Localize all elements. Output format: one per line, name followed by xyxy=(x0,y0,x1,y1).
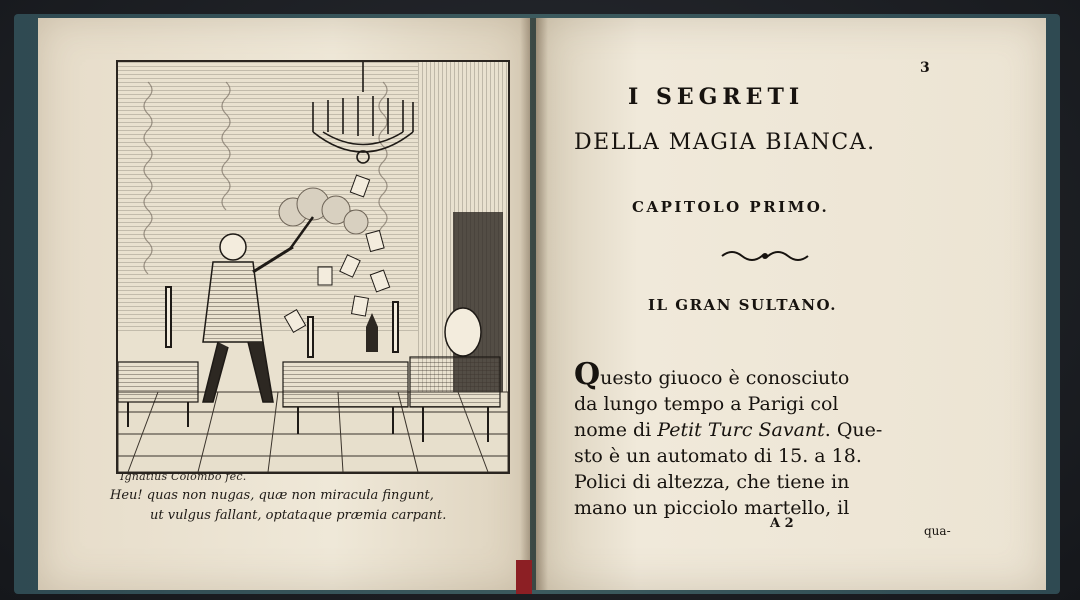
oval-card-board xyxy=(445,308,481,356)
body-line-1 xyxy=(574,357,964,392)
body-line-4: sto è un automato di 15. a 18. xyxy=(574,445,862,467)
page-number: 3 xyxy=(920,60,930,76)
engraving-illustration xyxy=(116,60,510,474)
section-heading: IL GRAN SULTANO. xyxy=(648,296,837,314)
engraving-drawing xyxy=(118,62,508,472)
chapter-heading: CAPITOLO PRIMO. xyxy=(632,198,830,216)
body-line-3-start: nome di xyxy=(574,419,658,441)
body-text xyxy=(574,357,964,521)
signature-mark: A 2 xyxy=(770,516,794,531)
body-line-1-text: uesto giuoco è conosciuto xyxy=(600,367,850,389)
latin-caption-line-1: Heu! quas non nugas, quæ non miracula fingunt, xyxy=(110,488,434,503)
body-line-2: da lungo tempo a Parigi col xyxy=(574,393,839,415)
ornament-divider-icon xyxy=(720,248,810,264)
bookmark-ribbon xyxy=(516,560,532,594)
book-title-line-1: I SEGRETI xyxy=(628,84,805,110)
tables xyxy=(118,357,500,407)
book-gutter xyxy=(520,18,548,590)
body-line-3-italic: Petit Turc Savant xyxy=(657,419,825,441)
catchword: qua- xyxy=(924,524,951,538)
latin-caption-line-2: ut vulgus fallant, optataque præmia carpant. xyxy=(150,508,447,523)
body-line-5: Polici di altezza, che tiene in xyxy=(574,471,850,493)
body-line-6: mano un picciolo martello, il xyxy=(574,497,850,519)
body-line-3-end: . Que- xyxy=(824,419,883,441)
engraver-signature: Ignatius Colombo fec. xyxy=(120,470,247,483)
drop-cap: Q xyxy=(574,357,601,392)
book-title-line-2: DELLA MAGIA BIANCA. xyxy=(574,130,876,155)
body-line-3 xyxy=(574,417,964,443)
